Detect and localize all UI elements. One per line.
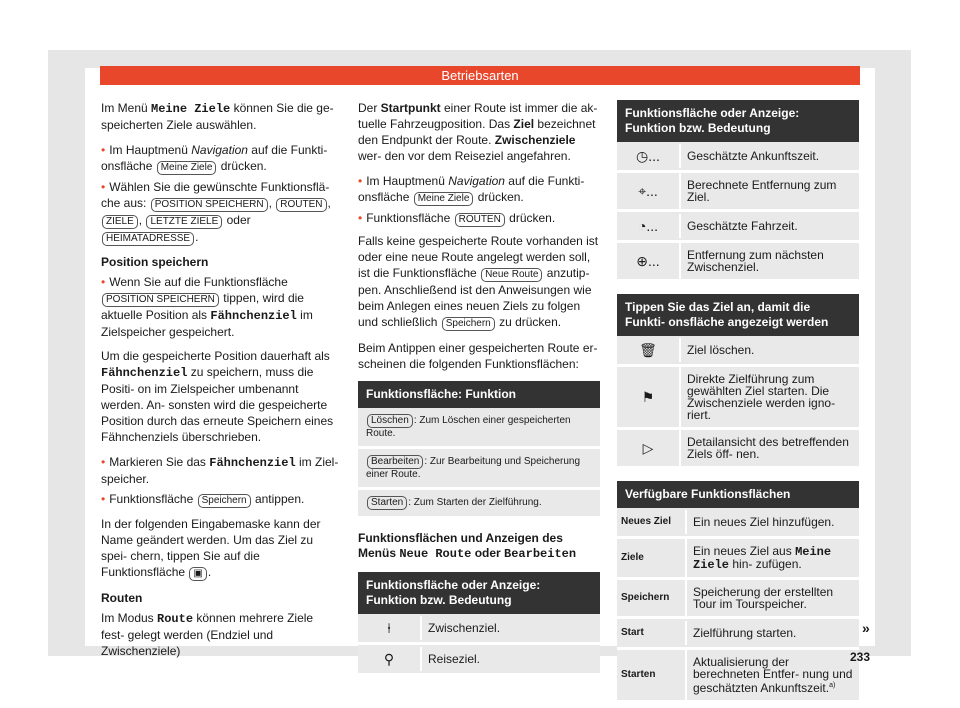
table-row: ⚲ Reiseziel. — [358, 645, 600, 676]
timer-icon: ◔... — [637, 218, 659, 234]
table-row: Speichern Speicherung der erstellten Tour im Tourspeicher. — [617, 580, 859, 619]
key-meine-ziele[interactable]: Meine Ziele — [157, 161, 217, 175]
destination-icon: ⚲ — [383, 651, 395, 667]
key-neue-route[interactable]: Neue Route — [481, 268, 542, 282]
bullet-mark: • Markieren Sie das Fähnchenziel im Ziel- speicher. — [101, 455, 339, 486]
table-row: Start Zielführung starten. — [617, 619, 859, 650]
waypoint-distance-icon: ⊕... — [636, 253, 660, 269]
table-row: ◔... Geschätzte Fahrzeit. — [617, 212, 859, 243]
tap-route-paragraph: Beim Antippen einer gespeicherten Route er- scheinen die folgenden Funktionsflächen: — [358, 341, 598, 371]
key-meine-ziele-2[interactable]: Meine Ziele — [414, 192, 474, 206]
table-title: Funktionsfläche oder Anzeige: Funktion bzw. Bedeutung — [617, 100, 859, 142]
table-route-functions — [358, 381, 600, 519]
key-routen[interactable]: ROUTEN — [276, 198, 326, 212]
waypoint-icon: ⍿ — [387, 620, 391, 636]
heading-position: Position speichern — [101, 255, 209, 269]
table-title: Funktionsfläche: Funktion — [358, 381, 600, 408]
delete-icon[interactable]: 🗑 — [639, 342, 657, 358]
table-display-meaning — [617, 100, 859, 282]
startpoint-paragraph: Der Startpunkt einer Route ist immer die ak- tuelle Fahrzeugposition. Das Ziel bezeichnet den Endpunkt der Route. Zwischenziele wer- den vor dem Reiseziel angefahren. — [358, 101, 598, 163]
page-number: 233 — [850, 650, 871, 664]
continue-arrow: » — [862, 620, 870, 636]
table-row: ◷... Geschätzte Ankunftszeit. — [617, 142, 859, 173]
key-ziele[interactable]: ZIELE — [102, 215, 138, 229]
save-paragraph: Um die gespeicherte Position dauerhaft als Fähnchenziel zu speichern, muss die Positi- on im Zielspeicher umbenannt werden. An- sonsten wird die gespeicherte Position durch das erneute Speichern eines Fähnchenziels überschrieben. — [101, 349, 334, 444]
routes-paragraph: Im Modus Route können mehrere Ziele fest- gelegt werden (Endziel und Zwischenziele) — [101, 611, 314, 658]
table-available-functions — [617, 481, 859, 703]
key-position-speichern[interactable]: POSITION SPEICHERN — [151, 198, 268, 212]
table-route-display — [358, 572, 600, 676]
bullet-open-menu: • Im Hauptmenü Navigation auf die Funkti- onsfläche Meine Ziele drücken. — [101, 143, 328, 173]
heading-routes: Routen — [101, 591, 143, 605]
bullet-tap-save: • Funktionsfläche Speichern antippen. — [101, 492, 305, 506]
heading-new-route: Funktionsflächen und Anzeigen des Menüs Neue Route oder Bearbeiten — [358, 531, 577, 561]
table-row: ⚑ Direkte Zielführung zum gewählten Ziel starten. Die Zwischenziele werden igno- riert. — [617, 367, 859, 430]
table-row: ⊕... Entfernung zum nächsten Zwischenziel. — [617, 243, 859, 282]
table-row: Starten : Zum Starten der Zielführung. — [358, 490, 600, 519]
target-icon: ⌖... — [638, 183, 658, 199]
table-tap-destination — [617, 294, 859, 469]
play-icon[interactable]: ▷ — [642, 440, 654, 456]
bullet-position-save: • Wenn Sie auf die Funktionsfläche POSITION SPEICHERN tippen, wird die aktuelle Position als Fähnchenziel im Zielspeicher gespeichert. — [101, 275, 313, 339]
key-speichern[interactable]: Speichern — [198, 494, 251, 508]
mask-paragraph: In der folgenden Eingabemaske kann der Name geändert werden. Um das Ziel zu spei- chern, tippen Sie auf die Funktionsfläche ▣ . — [101, 517, 321, 579]
table-row: Neues Ziel Ein neues Ziel hinzufügen. — [617, 508, 859, 539]
column-2 — [358, 100, 600, 676]
table-row: Ziele Ein neues Ziel aus Meine Ziele hin- zufügen. — [617, 539, 859, 580]
table-row: Löschen : Zum Löschen einer gespeicherten Route. — [358, 408, 600, 449]
flag-icon[interactable]: ⚑ — [641, 389, 655, 405]
table-row: ▷ Detailansicht des betreffenden Ziels öff- nen. — [617, 430, 859, 469]
section-header: Betriebsarten — [100, 66, 860, 85]
key-position-speichern-2[interactable]: POSITION SPEICHERN — [102, 293, 219, 307]
table-title: Tippen Sie das Ziel an, damit die Funkti- onsfläche angezeigt werden — [617, 294, 859, 336]
intro-paragraph: Im Menü Meine Ziele können Sie die ge- speicherten Ziele auswählen. — [101, 101, 334, 132]
key-heimatadresse[interactable]: HEIMATADRESSE — [102, 232, 194, 246]
table-title: Verfügbare Funktionsflächen — [617, 481, 859, 508]
table-row: 🗑 Ziel löschen. — [617, 336, 859, 367]
clock-icon: ◷... — [636, 148, 660, 164]
key-speichern-2[interactable]: Speichern — [442, 317, 495, 331]
table-row: Starten Aktualisierung der berechneten Entfer- nung und geschätzten Ankunftszeit.$^{a)}$ — [617, 650, 859, 703]
key-letzte-ziele[interactable]: LETZTE ZIELE — [146, 215, 222, 229]
column-1 — [101, 100, 339, 668]
table-row: ⌖... Berechnete Entfernung zum Ziel. — [617, 173, 859, 212]
column-3 — [617, 100, 859, 703]
bullet-choose-function: • Wählen Sie die gewünschte Funktionsflä- che aus: POSITION SPEICHERN , ROUTEN , ZIELE , LETZTE ZIELE oder HEIMATADRESSE . — [101, 180, 331, 244]
table-row: ⍿ Zwischenziel. — [358, 614, 600, 645]
table-row: Bearbeiten : Zur Bearbeitung und Speicherung einer Route. — [358, 449, 600, 490]
new-route-paragraph: Falls keine gespeicherte Route vorhanden ist oder eine neue Route angelegt werden soll, ist die Funktionsfläche Neue Route anzutip- pen. Anschließend ist den Anweisungen wie beim Anlegen eines neuen Ziels zu folgen und schließlich Speichern zu drücken. — [358, 234, 599, 329]
table-title: Funktionsfläche oder Anzeige: Funktion bzw. Bedeutung — [358, 572, 600, 614]
bullet-open-menu-2: • Im Hauptmenü Navigation auf die Funkti- onsfläche Meine Ziele drücken. — [358, 174, 585, 204]
save-icon[interactable]: ▣ — [189, 567, 206, 581]
key-routen-2[interactable]: ROUTEN — [455, 213, 505, 227]
bullet-routen: • Funktionsfläche ROUTEN drücken. — [358, 211, 556, 225]
